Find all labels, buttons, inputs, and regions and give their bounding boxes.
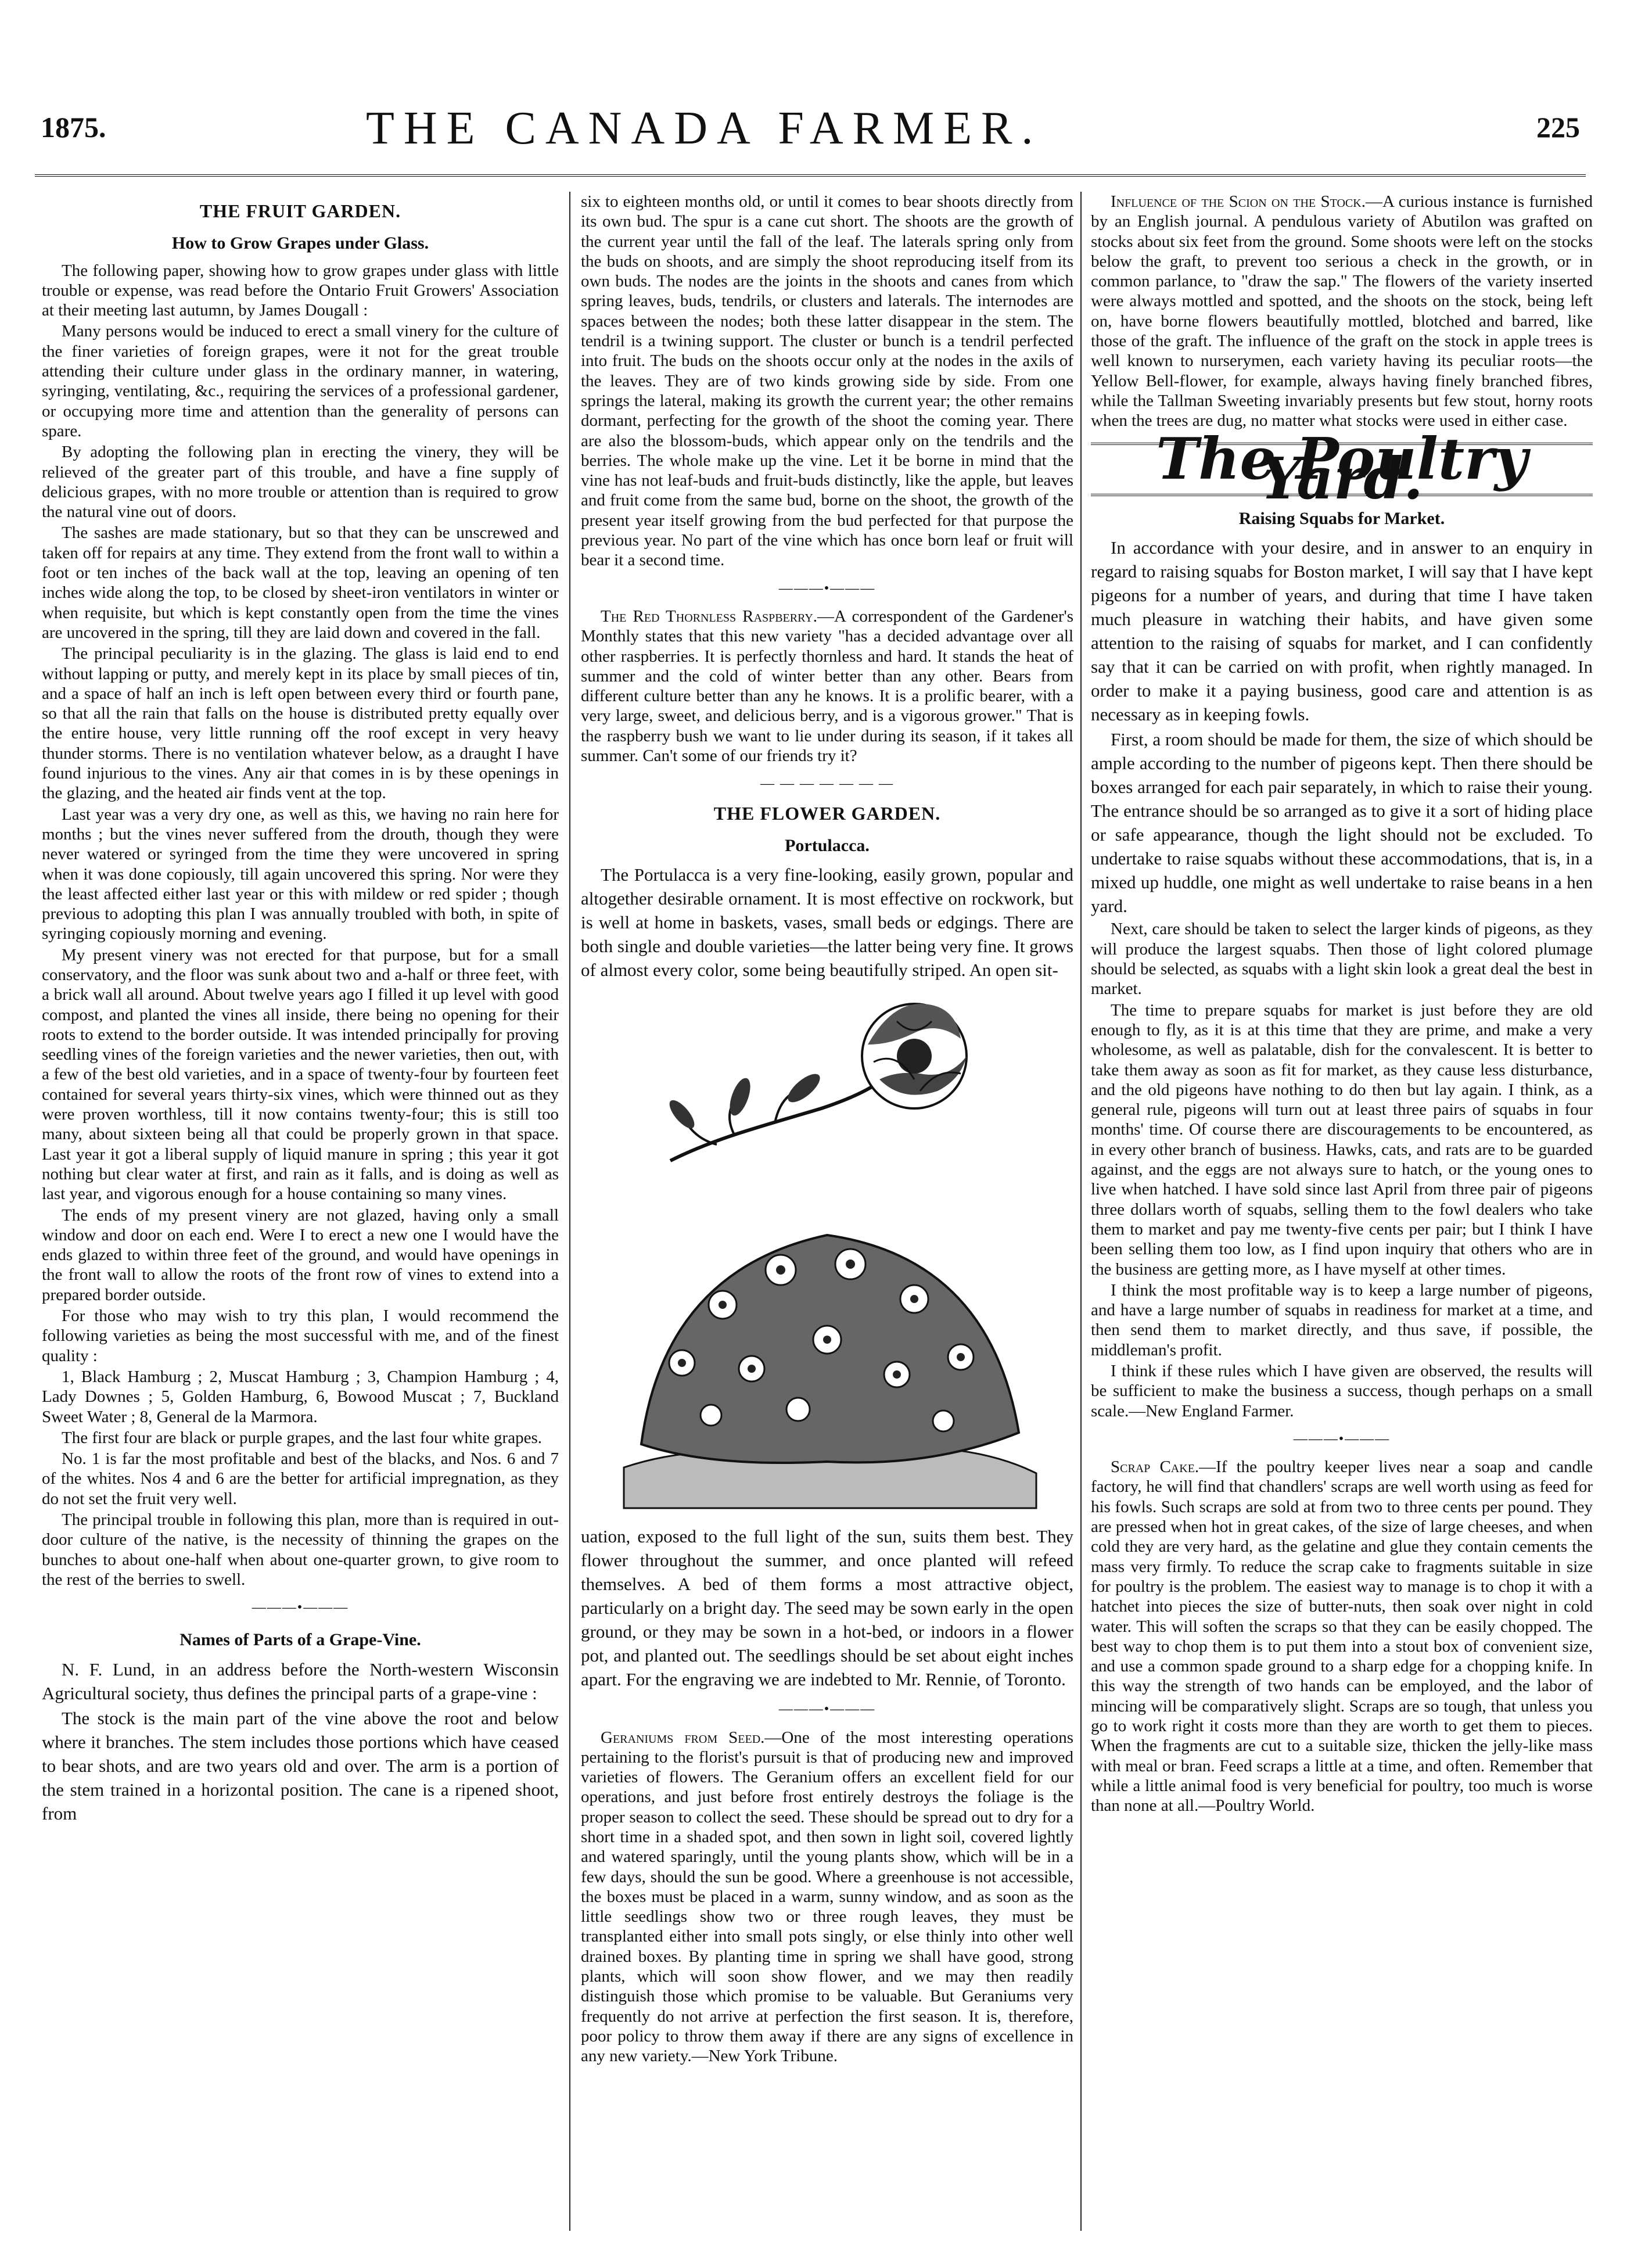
article-title-grape-vine: Names of Parts of a Grape-Vine. — [179, 1630, 421, 1650]
page-header — [41, 103, 1580, 174]
paragraph: N. F. Lund, in an address before the North-western Wisconsin Agricultural society, thus defines the principal parts of a grape-vine : — [42, 1659, 559, 1703]
paragraph: First, a room should be made for them, the size of which should be ample according to the number of pigeons kept. Then there should be boxes arranged for each pair separately, in which to raise their young. The entrance should be so arranged as to give it a sort of hiding place or safe appearance, though the light should not be excluded. To undertake to raise squabs without these accommodations, that is, in a mixed up huddle, one might as well undertake to raise beans in a hen yard. — [1091, 729, 1593, 917]
column-rule-2 — [1080, 192, 1082, 2231]
paragraph: In accordance with your desire, and in answer to an enquiry in regard to raising squabs for Boston market, I will say that I have kept pigeons for a number of years, and during that time I have taken much pleasure in watching their habits, and have given some attention to the raising of squabs for market, and I can confidently say that it can be carried on with profit, when rightly managed. In order to make it a paying business, good care and attention is as necessary as in keeping fowls. — [1091, 537, 1593, 725]
paragraph: Last year was a very dry one, as well as this, we having no rain here for months ; but the vines never suffered from the drouth, though they were never watered or syringed from the time they were uncovered in spring when it was done copiously, till again uncovered this spring. Nor were they the least affected either last year or this with mildew or red spider ; though previous to adopting this plan I was annually troubled with both, in spite of syringing copiously morning and evening. — [42, 805, 559, 943]
article-title-grapes: How to Grow Grapes under Glass. — [171, 234, 429, 253]
paragraph: The Portulacca is a very fine-looking, easily grown, popular and altogether desirable ornament. It is most effective on rockwork, but is well at home in baskets, vases, small beds or edgings. There are both single and double varieties—the latter being very fine. It grows of almost every color, some being beautifully striped. An open sit- — [581, 864, 1073, 981]
raspberry-heading: The Red Thornless Raspberry. — [601, 607, 818, 626]
column-rule-1 — [569, 192, 570, 2231]
column-1 — [42, 192, 559, 1826]
scrap-cake-text: —If the poultry keeper lives near a soap and candle factory, he will find that chandlers' scraps are well worth using as feed for his fowls. Such scraps are sold at from two to three cents per pound. They are pressed when hot in great cakes, of the size of large cheeses, and when cold they are very hard, as the gelatine and glue they contain cements the mass very firmly. To reduce the scrap cake to fragments suitable in size for poultry is the problem. The easiest way to manage is to chop it with a hatchet into pieces the size of butter-nuts, then soak over night in cold water. This will soften the scraps so that they can be easily chopped. The best way to chop them is to put them into a stout box of convenient size, and use a common spade ground to a sharp edge for a chopping knife. In this way the strength of two hands can be employed, and the labor of mincing will be comparatively slight. Scraps are so tough, that unless you go to work right it costs more than they are worth to get them to pieces. When the fragments are cut to a suitable size, thicken the jelly-like mass with meal or bran. Feed scraps a little at a time, and often. Remember that while a little animal food is very beneficial for poultry, too much is worse than none at all.—Poultry World. — [1091, 1458, 1593, 1815]
influence-heading: Influence of the Scion on the Stock. — [1111, 192, 1366, 211]
paragraph: 1, Black Hamburg ; 2, Muscat Hamburg ; 3, Champion Hamburg ; 4, Lady Downes ; 5, Golden Hamburg, 6, Bowood Muscat ; 7, Buckland Sweet Water ; 8, General de la Marmora. — [42, 1367, 559, 1426]
geranium-heading: Geraniums from Seed. — [601, 1728, 765, 1747]
column-2 — [581, 192, 1073, 2068]
paragraph: The first four are black or purple grapes, and the last four white grapes. — [62, 1428, 542, 1447]
paragraph: uation, exposed to the full light of the sun, suits them best. They flower throughout the summer, and once planted will refeed themselves. A bed of them forms a most attractive object, particularly on a bright day. The seed may be sown early in the open ground, or they may be sown in a hot-bed, or indoors in a flower pot, and planted out. The seedlings should be set about eight inches apart. For the engraving we are indebted to Mr. Rennie, of Toronto. — [581, 1526, 1073, 1690]
separator: — — — — — — — — [760, 776, 894, 792]
separator: ———•——— — [252, 1600, 349, 1616]
paragraph: No. 1 is far the most profitable and best of the blacks, and Nos. 6 and 7 of the whites. Nos 4 and 6 are the better for artificial impregnation, as they do not set the fruit very well. — [42, 1449, 559, 1508]
paragraph: I think if these rules which I have given are observed, the results will be sufficient to make the business a success, though perhaps on a small scale.—New England Farmer. — [1091, 1361, 1593, 1420]
paragraph: I think the most profitable way is to keep a large number of pigeons, and have a large number of squabs in readiness for market at a time, and then send them to market directly, and thus save, if possible, the middleman's profit. — [1091, 1280, 1593, 1359]
department-heading-poultry-yard: The Poultry Yard. — [1091, 443, 1593, 497]
masthead: THE CANADA FARMER. — [366, 103, 1043, 154]
column-3 — [1091, 192, 1593, 1817]
scrap-cake-item — [1091, 1457, 1593, 1815]
paragraph: The principal trouble in following this plan, more than is required in out-door culture of the native, is the necessity of thinning the grapes on the bunches to about one-half when about one-quarter grown, to give room to the rest of the berries to swell. — [42, 1510, 559, 1589]
geranium-item — [581, 1728, 1073, 2066]
paragraph: The ends of my present vinery are not glazed, having only a small window and door on each end. Were I to erect a new one I would have the ends glazed to within three feet of the ground, and would have openings in the front wall to allow the roots of the front row of vines to extend into a prepared border outside. — [42, 1205, 559, 1304]
raspberry-text: —A correspondent of the Gardener's Monthly states that this new variety "has a decided advantage over all other raspberries. It is perfectly thornless and hard. It stands the heat of summer and the cold of winter better than any other. Bears from different culture better than any he knows. It is a prolific bearer, with a very large, sweet, and delicious berry, and is a vigorous grower." That is the raspberry bush we want to lie under during its season, if it takes all summer. Can't some of our friends try it? — [581, 607, 1073, 766]
issue-year: 1875. — [41, 111, 106, 143]
influence-text: —A curious instance is furnished by an English journal. A pendulous variety of Abutilon was grafted on stocks about six feet from the ground. Some shoots were left on the stocks below the graft, to prevent too serious a check in the growth, or in common parlance, to "draw the sap." The flowers of the variety inserted were always mottled and spotted, and the shoots on the stock, being left on, have borne flowers beautifully mottled, blotched and barred, like those of the graft. The influence of the graft on the stock in apple trees is well known to nurserymen, each variety having its peculiar roots—the Yellow Bell-flower, for example, always having finely branched fibres, while the Tallman Sweeting invariably presents but few stout, horny roots when the trees are dug, no matter what stocks were used in either case. — [1091, 192, 1593, 430]
paragraph: The sashes are made stationary, but so that they can be unscrewed and taken off for repairs at any time. They extend from the front wall to within a foot or ten inches of the back wall at the top, leaving an opening of ten inches wide along the top, to be closed by sheet-iron ventilators in winter or when requisite, but which is kept constantly open from the time the vines are uncovered in the spring, till they are laid down and covered in the fall. — [42, 523, 559, 642]
paragraph: For those who may wish to try this plan, I would recommend the following varieties as being the most successful with me, and of the finest quality : — [42, 1307, 559, 1365]
scrap-cake-heading: Scrap Cake. — [1111, 1458, 1199, 1477]
influence-item — [1091, 192, 1593, 431]
paragraph: Next, care should be taken to select the larger kinds of pigeons, as they will produce the largest squabs. Then those of light colored plumage should be selected, as squabs with a light skin look a great deal the best in market. — [1091, 920, 1593, 999]
section-heading-flower-garden: THE FLOWER GARDEN. — [713, 802, 941, 824]
raspberry-item — [581, 607, 1073, 766]
separator: ———•——— — [778, 1702, 876, 1717]
article-title-portulacca: Portulacca. — [785, 835, 870, 855]
geranium-text: —One of the most interesting operations pertaining to the florist's pursuit is that of producing new and improved varieties of flowers. The Geranium offers an excellent field for our operations, and just before frost entirely destroys the foliage is the proper season to collect the seed. These should be spread out to dry for a short time in a shaded spot, and then sown in light soil, covered lightly and watered sparingly, until the young plants show, which will be in a few days, should the sun be good. Where a greenhouse is not accessible, the boxes must be placed in a warm, sunny window, and as soon as the little seedlings show two or three rough leaves, they must be transplanted either into small pots singly, or else thinly into other well drained boxes. By planting time in spring we shall have good, strong plants, which will soon show flower, and we may then readily distinguish those which promise to be valuable. But Geraniums very frequently do not arrive at perfection the first season. It is, therefore, poor policy to throw them away if there are any signs of excellence in any new variety.—New York Tribune. — [581, 1728, 1074, 2066]
paragraph: six to eighteen months old, or until it comes to bear shoots directly from its own bud. The spur is a cane cut short. The shoots are the growth of the current year until the fall of the leaf. The laterals spring only from the buds on shoots, and are simply the shoot reproducing itself from its own buds. The nodes are the joints in the shoots and canes from which spring leaves, buds, tendrils, or clusters and laterals. The internodes are spaces between the nodes; both these latter disappear in the stem. The tendril is a twining support. The cluster or bunch is a tendril perfected into fruit. The buds on the shoots occur only at the nodes in the axils of the leaves. They are of two kinds growing side by side. From one springs the lateral, making its growth the current year; the other remains dormant, perfecting for the growth of the shoot the coming year. There are also the blossom-buds, which appear only on the tendrils and the berries. The whole make up the vine. Let it be borne in mind that the vine has not leaf-buds and fruit-buds distinctly, like the apple, but leaves and fruit come from the same bud, borne on the shoot, the growth of the present year itself growing from the bud perfected for that purpose the previous year. No part of the vine which has once born leaf or fruit will bear it a second time. — [581, 192, 1073, 570]
paragraph: The stock is the main part of the vine above the root and below where it branches. The stem includes those portions which have ceased to bear shots, and are two years old and over. The arm is a portion of the stem trained in a horizontal position. The cane is a ripened shoot, from — [42, 1707, 559, 1824]
separator: ———•——— — [778, 580, 876, 596]
header-rule — [35, 174, 1586, 177]
paragraph: The principal peculiarity is in the glazing. The glass is laid end to end without lapping or putty, and merely kept in its place by small pieces of tin, and a space of half an inch is left open between every third or fourth pane, so that all the rain that falls on the house is distributed pretty equally over the entire house, very little running off the roof except in very heavy thunder storms. There is no ventilation whatever below, as a draught I have found injurious to the vines. Any air that comes in is by these openings in the glazing, and the heated air finds vent at the top. — [42, 644, 559, 803]
paragraph: By adopting the following plan in erecting the vinery, they will be relieved of the greater part of this trouble, and have a fine supply of delicious grapes, with no more trouble or attention than is required to grow the natural vine out of doors. — [42, 443, 559, 522]
separator: ———•——— — [1293, 1431, 1391, 1447]
paragraph: The time to prepare squabs for market is just before they are old enough to fly, as it is at this time that they are prime, and make a very wholesome, as well as palatable, dish for the convalescent. It is better to take them away as soon as fit for market, as they cause less disturbance, and the old pigeons have nothing to do then but lay again. I think, as a general rule, pigeons will turn out at least three pairs of squabs in four months' time. Of course there are discouragements to be encountered, as in every other branch of business. Hawks, cats, and rats are to be guarded against, and the eggs are not always sure to hatch, or the young ones to live when hatched. I have sold since last April from three pair of pigeons three dollars worth of squabs, selling them to the fowl dealers who take them to market and pay me twenty-five cents per pair; but I think I have been selling them too low, as I find upon inquiry that others who are in the business are getting more, as I have myself at other times. — [1091, 1000, 1593, 1279]
article-title-squabs: Raising Squabs for Market. — [1238, 509, 1445, 529]
paragraph: The following paper, showing how to grow grapes under glass with little trouble or expense, was read before the Ontario Fruit Growers' Association at their meeting last autumn, by James Dougall : — [42, 261, 559, 320]
portulaca-flower-illustration — [647, 992, 1007, 1178]
page-number: 225 — [1536, 111, 1580, 143]
paragraph: Many persons would be induced to erect a small vinery for the culture of the finer varieties of foreign grapes, were it not for the great trouble attending their culture under glass in the ordinary manner, in watering, syringing, ventilating, &c., requiring the services of a professional gardener, or occupying more time and attention than the generality of persons can spare. — [42, 322, 559, 440]
portulaca-bed-illustration — [606, 1189, 1048, 1514]
paragraph: My present vinery was not erected for that purpose, but for a small conservatory, and the floor was sunk about two and a-half or three feet, with a brick wall all around. About twelve years ago I filled it up level with good compost, and planted the vines all inside, there being no opening for their roots to extend to the border outside. It was intended principally for proving seedling vines of the foreign varieties and the newer varieties, then out, with a few of the best old varieties, and in a space of twenty-four by fourteen feet contained for several years thirty-six vines, which were thinned out as they were proven worthless, till it now contains twenty-four; this is still too many, about sixteen being all that could be properly grown in that space. Last year it got a liberal supply of liquid manure in spring ; this year it got nothing but clear water at first, and rain as it falls, and is doing as well as last year, and vigorous enough for a house containing so many vines. — [42, 945, 559, 1204]
section-heading-fruit-garden: THE FRUIT GARDEN. — [199, 200, 401, 221]
